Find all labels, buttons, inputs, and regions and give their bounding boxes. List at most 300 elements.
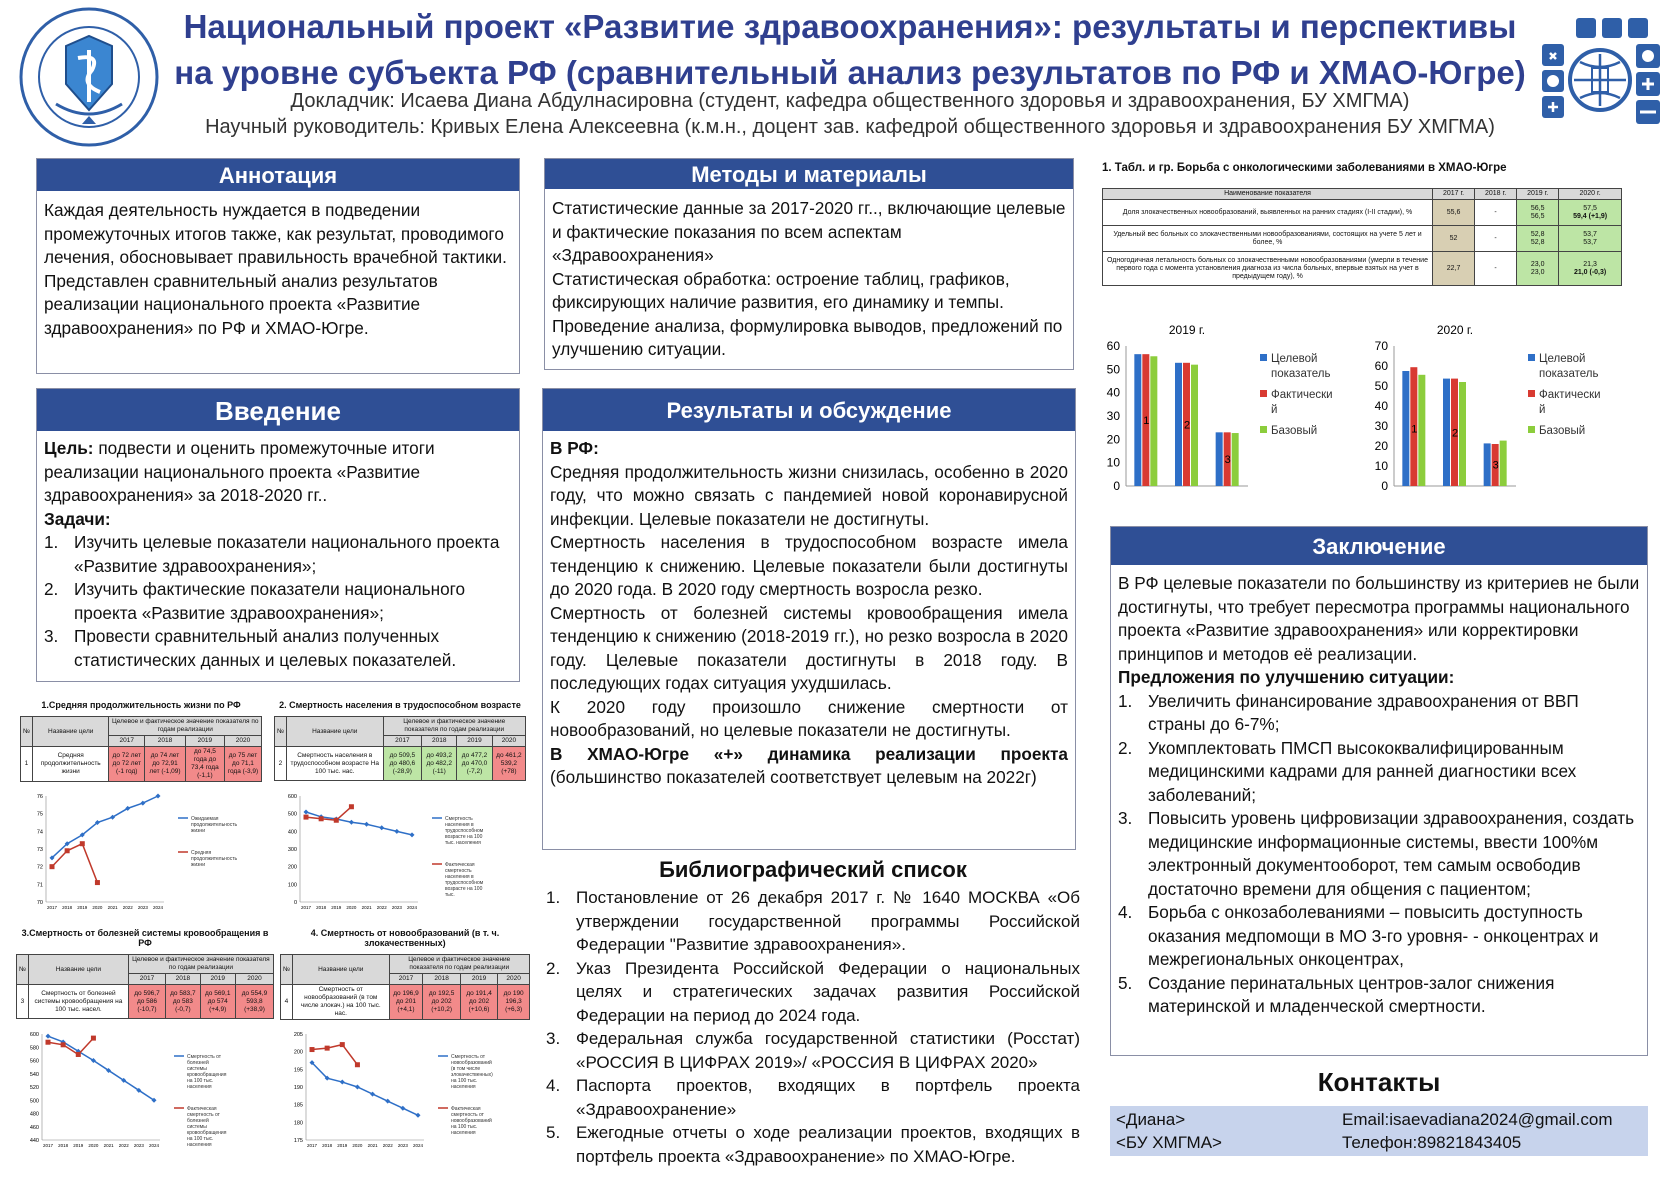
data-point [364, 822, 369, 827]
table-header-row [275, 717, 526, 736]
table-cell: до 74,5 года до 73,4 года (-1,1) [185, 747, 224, 782]
x-tick-label: 2024 [148, 1143, 160, 1148]
table-cell [1559, 252, 1622, 286]
conclusion-proposals-label: Предложения по улучшению ситуации: [1118, 667, 1455, 687]
table-header-cell: Целевое и фактическое значение показателя по годам реализации [128, 955, 273, 974]
table-header-cell: 2020 [224, 736, 261, 747]
table-cell: до 75 лет до 71,1 года (-3,9) [224, 747, 261, 782]
table-header-row [281, 955, 530, 974]
bibliography-heading: Библиографический список [659, 857, 967, 882]
y-tick-label: 200 [293, 1049, 303, 1056]
cell-value: 53,7 [1583, 238, 1597, 246]
y-tick-label: 520 [29, 1085, 39, 1091]
onco-table [1102, 188, 1622, 286]
contact-name: <Диана> [1116, 1110, 1186, 1129]
list-text: Борьба с онкозаболеваниями – повысить доступность оказания медпомощи в МО 3-го уровня- - онкоцентрах и межрегиональных онкоцентрах, [1148, 902, 1599, 969]
table-header-cell: 2018 [423, 974, 460, 985]
data-point [370, 1092, 375, 1097]
list-text: Федеральная служба государственной статистики (Росстат) «РОССИЯ В ЦИФРАХ 2019»/ «РОССИЯ В ЦИФРАХ 2020» [576, 1029, 1080, 1072]
y-tick-label: 190 [293, 1085, 303, 1091]
table-cell: до 190 196,3 (+6,3) [498, 985, 530, 1020]
x-tick-label: 2020 [88, 1143, 99, 1148]
list-item [44, 625, 512, 672]
list-item [546, 1027, 1080, 1074]
y-tick-label: 60 [1106, 339, 1120, 353]
x-tick-label: 2017 [306, 1143, 318, 1148]
table-header-cell: 2017 [128, 974, 165, 985]
table-cell: Смертность от болезней системы кровообращения на 100 тыс. насел. [28, 985, 128, 1019]
results-hmao [550, 743, 1068, 790]
annotation-section [36, 158, 520, 374]
data-point [304, 809, 309, 814]
y-tick-label: 185 [293, 1102, 303, 1109]
y-tick-label: 480 [29, 1111, 39, 1118]
table-row [1103, 252, 1622, 286]
contact-phone[interactable]: Телефон:89821843405 [1342, 1133, 1522, 1152]
table-header-cell: Наименование показателя [1103, 189, 1433, 200]
legend-label: Фактическая смертность от новообразований на 100 тыс. населения [451, 1106, 492, 1136]
title-line-2: на уровне субъекта РФ (сравнительный анализ результатов по РФ и ХМАО-Югре) [174, 54, 1526, 91]
mini-table-title: 4. Смертность от новообразований (в т. ч. злокачественных) [310, 928, 500, 948]
table-header-cell: № [21, 717, 33, 747]
x-tick-label: 2022 [382, 1143, 393, 1148]
table-cell: Смертность населения в трудоспособном возрасте На 100 тыс. нас. [286, 747, 383, 781]
list-text: Повысить уровень цифровизации здравоохранения, создать медицинские информационные системы, ввести 100%м электронный документооборот, тем самым освободив достаточно времени для общения с пациентом; [1148, 808, 1635, 899]
list-text: Создание перинатальных центров-залог снижения материнской и младенческой смертности. [1148, 972, 1555, 1016]
conclusion-body [1111, 565, 1647, 1027]
conclusion-heading: Заключение [1111, 527, 1647, 565]
bar [1216, 432, 1223, 486]
cell-value: 21,3 [1583, 260, 1597, 268]
series-line [312, 1045, 357, 1065]
x-tick-label: 2020 [352, 1143, 363, 1148]
supervisor-line: Научный руководитель: Кривых Елена Алексеевна (к.м.н., доцент зав. кафедрой общественного здоровья и здравоохранения БУ ХМГМА) [205, 116, 1495, 138]
poster-title [170, 4, 1530, 96]
table-header-cell: 2020 [235, 974, 273, 985]
bar [1459, 382, 1466, 486]
list-item [1118, 972, 1640, 1019]
y-tick-label: 600 [287, 794, 297, 800]
mini-table-4 [280, 928, 530, 1020]
y-tick-label: 500 [287, 811, 297, 818]
list-number: 3. [546, 1029, 561, 1048]
line-chart-working-age-mortality [274, 790, 526, 922]
table-header-cell: 2017 [389, 974, 423, 985]
legend-swatch [1528, 390, 1535, 397]
bar [1500, 441, 1507, 486]
results-paragraph-4: К 2020 году произошло снижение смертности от новообразований, но целевые показатели не достигнуты. [550, 696, 1068, 740]
list-item [546, 1121, 1080, 1168]
line-chart-circulatory-mortality [16, 1028, 274, 1160]
x-tick-label: 2018 [316, 905, 327, 910]
data-point [340, 1080, 345, 1085]
line-chart-life-expectancy [20, 790, 270, 922]
table-cell [1559, 200, 1622, 226]
results-paragraph-2: Смертность населения в трудоспособном возрасте имела тенденцию к снижению. Целевые показатели были достигнуты до 2020 года. В 2020 году смертность возросла резко. [550, 532, 1068, 599]
mini-table-1 [20, 700, 262, 782]
data-point [91, 1036, 96, 1041]
bar [1484, 443, 1491, 486]
table-cell: до 74 лет до 72,91 лет (-1,09) [145, 747, 186, 782]
list-item [1118, 901, 1640, 972]
table-cell: до 461,2 539,2 (+78) [492, 747, 525, 781]
conclusion-paragraph: В РФ целевые показатели по большинству из критериев не были достигнуты, что требует пересмотра программы национального проекта «Развитие здравоохранения» или корректировки принципов и методов её реализации. [1118, 573, 1640, 664]
legend-swatch [1260, 390, 1267, 397]
y-tick-label: 75 [36, 811, 43, 818]
legend-swatch [1528, 354, 1535, 361]
methods-heading: Методы и материалы [545, 159, 1073, 189]
onco-table-block [1102, 162, 1622, 286]
table-header-cell: Название цели [32, 717, 108, 747]
bar [1175, 363, 1182, 486]
table-header-cell: 2019 [460, 974, 497, 985]
x-tick-label: 2023 [133, 1143, 144, 1148]
data-point [334, 818, 339, 823]
data-point [394, 829, 399, 834]
x-tick-label: 2018 [322, 1143, 333, 1148]
table-cell: 52 [1433, 226, 1475, 252]
table-header-cell: 2017 [383, 736, 422, 747]
x-tick-label: 2024 [412, 1143, 424, 1148]
y-tick-label: 71 [36, 882, 43, 889]
x-tick-label: 2024 [152, 905, 164, 910]
table-cell [1559, 226, 1622, 252]
table-header-cell: 2018 г. [1475, 189, 1517, 200]
list-text: Паспорта проектов, входящих в портфель проекта «Здравоохранение» [576, 1076, 1080, 1119]
data-point [46, 1034, 51, 1039]
results-rf-label: В РФ: [550, 438, 599, 458]
data-point [379, 825, 384, 830]
y-tick-label: 0 [1381, 479, 1388, 493]
table-header-cell: 2018 [422, 736, 457, 747]
category-label: 2 [1451, 427, 1459, 440]
legend-swatch [1260, 354, 1267, 361]
list-number: 2. [546, 958, 561, 978]
cell-value: 56,5 [1530, 212, 1545, 220]
bibliography-list [546, 886, 1080, 1168]
mini-table-2 [274, 700, 526, 781]
legend-label: Целевой показатель [1539, 353, 1599, 380]
cell-value: 52,8 [1530, 230, 1545, 238]
category-label: 3 [1224, 454, 1231, 467]
table-cell: до 583,7 до 583 (-0,7) [166, 985, 200, 1019]
table-header-cell: 2017 [109, 736, 145, 747]
x-tick-label: 2024 [406, 905, 418, 910]
list-item [1118, 807, 1640, 901]
data-point [400, 1106, 405, 1111]
bar-chart-2019 [1096, 320, 1366, 510]
bar-chart-2020 [1364, 320, 1654, 510]
results-paragraph-3: Смертность от болезней системы кровообращения имела тенденцию к снижению (2018-2019 гг.), но резко возросла в 2020 году. Целевые показатели достигнуты в 2018 году. В последующих годах ситуация ухудшилась. [550, 602, 1068, 693]
y-tick-label: 0 [293, 900, 297, 906]
data-point [80, 841, 85, 846]
data-point [325, 1046, 330, 1051]
table-cell: до 493,2 до 482,2 (-11) [422, 747, 457, 781]
table-header-row [17, 955, 274, 974]
contacts-band [1110, 1106, 1648, 1156]
table-cell: до 596,7 до 586 (-10,7) [128, 985, 165, 1019]
data-point [319, 816, 324, 821]
category-label: 1 [1143, 415, 1150, 428]
data-point [76, 1052, 81, 1057]
table-cell: 22,7 [1433, 252, 1475, 286]
table-header-cell: Название цели [292, 955, 389, 985]
cell-value: 21,0 (-0,3) [1573, 268, 1607, 276]
table-header-cell: 2020 [492, 736, 525, 747]
academy-logo [18, 6, 160, 148]
y-tick-label: 73 [36, 847, 43, 853]
y-tick-label: 180 [293, 1120, 303, 1127]
x-tick-label: 2017 [300, 905, 312, 910]
cell-value: 53,7 [1583, 230, 1597, 238]
list-number: 2. [1118, 737, 1133, 758]
cell-value: 23,0 [1530, 260, 1545, 268]
table-cell: - [1475, 226, 1517, 252]
table-header-cell: Название цели [286, 717, 383, 747]
list-text: Изучить фактические показатели национального проекта «Развитие здравоохранения»; [74, 579, 466, 623]
table-cell: до 72 лет до 72 лет (-1 год) [109, 747, 145, 782]
cell-value: 52,8 [1530, 238, 1545, 246]
list-item [546, 957, 1080, 1028]
x-tick-label: 2023 [391, 905, 402, 910]
table-header-cell: 2019 г. [1517, 189, 1559, 200]
data-point [355, 1062, 360, 1067]
x-tick-label: 2022 [118, 1143, 129, 1148]
y-tick-label: 200 [287, 864, 297, 871]
y-tick-label: 175 [293, 1138, 303, 1144]
intro-section [36, 388, 520, 682]
table-header-cell: 2019 [185, 736, 224, 747]
y-tick-label: 50 [1374, 379, 1388, 393]
table-header-cell: 2019 [457, 736, 493, 747]
legend-label: Смертность от болезней системы кровообращения на 100 тыс. населения [187, 1054, 227, 1090]
y-tick-label: 500 [29, 1098, 39, 1105]
list-text: Указ Президента Российской Федерации о национальных целях и стратегических задачах развития Российской Федерации на период до 2024 года. [576, 958, 1080, 1025]
legend-label: Фактически й [1271, 389, 1333, 416]
x-tick-label: 2022 [122, 905, 133, 910]
list-text: Изучить целевые показатели национального проекта «Развитие здравоохранения»; [74, 532, 500, 576]
y-tick-label: 540 [29, 1071, 39, 1078]
table-row [275, 747, 526, 781]
mini-table [16, 954, 274, 1019]
line-chart-neoplasm-mortality [280, 1028, 532, 1160]
y-tick-label: 10 [1106, 455, 1120, 470]
y-tick-label: 50 [1106, 362, 1120, 377]
data-point [156, 794, 161, 799]
legend-label: Фактическая смертность населения в трудоспособном возрасте на 100 тыс. [445, 862, 484, 898]
table-row [281, 985, 530, 1020]
table-cell: 4 [281, 985, 293, 1020]
list-item [546, 1074, 1080, 1121]
y-tick-label: 60 [1374, 359, 1388, 373]
x-tick-label: 2019 [331, 905, 342, 910]
contact-email[interactable]: Email:isaevadiana2024@gmail.com [1342, 1110, 1613, 1129]
list-item [546, 886, 1080, 957]
table-cell [1517, 200, 1559, 226]
bar [1134, 354, 1141, 486]
table-header-cell: 2018 [145, 736, 186, 747]
x-tick-label: 2021 [107, 905, 118, 910]
y-tick-label: 30 [1106, 409, 1120, 423]
x-tick-label: 2018 [62, 905, 73, 910]
methods-paragraph-2: Статистическая обработка: остроение таблиц, графиков, фиксирующих наличие развития, его динамику и темпы. [552, 268, 1010, 312]
data-point [61, 1042, 66, 1047]
x-tick-label: 2020 [346, 905, 357, 910]
table-header-row [21, 717, 262, 736]
table-cell: 1 [21, 747, 33, 782]
table-cell: Удельный вес больных со злокачественными новообразованиями, состоящих на учете 5 лет и более, % [1103, 226, 1433, 252]
cell-value: 59,4 (+1,9) [1573, 212, 1608, 220]
intro-goal-label: Цель: [44, 438, 94, 458]
y-tick-label: 72 [36, 864, 43, 871]
data-point [340, 1042, 345, 1047]
healthcare-icons-logo [1536, 14, 1666, 134]
list-item [44, 578, 512, 625]
data-point [65, 848, 70, 853]
x-tick-label: 2019 [337, 1143, 348, 1148]
annotation-body [37, 191, 519, 348]
x-tick-label: 2023 [137, 905, 148, 910]
table-cell: - [1475, 200, 1517, 226]
table-header-cell: 2019 [200, 974, 235, 985]
table-header-cell: Целевое и фактическое значение показателя по годам реализации [383, 717, 525, 736]
data-point [416, 1113, 421, 1118]
data-point [310, 1047, 315, 1052]
table-header-cell: 2017 г. [1433, 189, 1475, 200]
bar [1402, 371, 1409, 486]
y-tick-label: 300 [287, 847, 297, 853]
x-tick-label: 2021 [103, 1143, 114, 1148]
legend-label: Смертность от новообразований (в том числе злокачественных) на 100 тыс. населения [451, 1054, 493, 1090]
table-cell [1517, 226, 1559, 252]
mini-table-title: 3.Смертность от болезней системы кровообращения в РФ [21, 928, 269, 948]
table-header-cell: 2018 [166, 974, 200, 985]
x-tick-label: 2018 [58, 1143, 69, 1148]
contacts-row-1 [1116, 1108, 1642, 1131]
x-tick-label: 2020 [92, 905, 103, 910]
legend-label: Целевой показатель [1271, 353, 1331, 380]
legend-label: Средняя продолжительность жизни [191, 850, 238, 868]
y-tick-label: 440 [29, 1138, 39, 1144]
table-cell: 55,6 [1433, 200, 1475, 226]
x-tick-label: 2019 [73, 1143, 84, 1148]
legend-swatch [1260, 426, 1267, 433]
y-tick-label: 0 [1113, 479, 1120, 493]
y-tick-label: 76 [36, 794, 43, 800]
y-tick-label: 400 [287, 829, 297, 836]
intro-body [37, 431, 519, 680]
list-number: 5. [546, 1123, 561, 1142]
y-tick-label: 30 [1374, 419, 1388, 433]
table-cell: Доля злокачественных новообразований, выявленных на ранних стадиях (I-II стадии), % [1103, 200, 1433, 226]
cell-value: 23,0 [1530, 268, 1545, 276]
contact-org: <БУ ХМГМА> [1116, 1133, 1222, 1152]
bar [1232, 433, 1239, 486]
y-tick-label: 20 [1374, 439, 1388, 453]
legend-label: Базовый [1539, 425, 1586, 437]
table-cell: 3 [17, 985, 29, 1019]
list-number: 5. [1118, 972, 1133, 993]
results-heading: Результаты и обсуждение [543, 389, 1075, 431]
table-cell: до 192,5 до 202 (+10,2) [423, 985, 460, 1020]
data-point [50, 864, 55, 869]
table-cell: до 196,9 до 201 (+4,1) [389, 985, 423, 1020]
y-tick-label: 10 [1374, 459, 1388, 473]
table-cell: Смертность от новообразований (в том числе злокач.) на 100 тыс. нас. [292, 985, 389, 1020]
y-tick-label: 100 [287, 882, 297, 889]
methods-body [545, 189, 1073, 370]
list-number: 3. [1118, 808, 1133, 828]
y-tick-label: 74 [36, 829, 43, 836]
list-number: 2. [44, 579, 59, 599]
table-cell: 2 [275, 747, 287, 781]
data-point [385, 1099, 390, 1104]
category-label: 3 [1492, 459, 1499, 472]
y-tick-label: 20 [1106, 432, 1120, 447]
mini-table-3 [16, 928, 274, 1019]
y-tick-label: 40 [1374, 399, 1388, 413]
data-point [46, 1040, 51, 1045]
x-tick-label: 2017 [42, 1143, 54, 1148]
cell-value: 56,5 [1530, 204, 1545, 212]
mini-table [274, 716, 526, 781]
y-tick-label: 205 [293, 1032, 303, 1038]
list-number: 3. [44, 626, 59, 646]
legend-label: Фактическая смертность от болезней системы кровообращения на 100 тыс. населения [187, 1106, 227, 1148]
table-header-cell: Название цели [28, 955, 128, 985]
intro-heading: Введение [37, 389, 519, 431]
table-cell: Одногодичная летальность больных со злокачественными новообразованиями (умерли в течение первого года с момента установления диагноза из числа больных, впервые взятых на учет в предыдущем году), % [1103, 252, 1433, 286]
results-paragraph-1: Средняя продолжительность жизни снизилась, особенно в 2020 году, что можно связать с пандемией новой коронавирусной инфекции. Целевые показатели не достигнуты. [550, 461, 1068, 529]
list-number: 1. [546, 888, 561, 907]
list-item [1118, 737, 1640, 808]
table-row [1103, 226, 1622, 252]
bar [1191, 365, 1198, 486]
table-header-cell: 2020 г. [1559, 189, 1622, 200]
chart-title: 2019 г. [1168, 323, 1206, 337]
y-tick-label: 70 [1374, 339, 1388, 353]
list-item [44, 531, 512, 578]
results-hmao-text: (большинство показателей соответствует целевым на 2022г) [550, 767, 1037, 787]
y-tick-label: 460 [29, 1124, 39, 1131]
table-cell: до 554,9 593,8 (+38,9) [235, 985, 273, 1019]
table-row [21, 747, 262, 782]
conclusion-list [1118, 690, 1640, 1019]
x-tick-label: 2021 [367, 1143, 378, 1148]
list-number: 4. [546, 1076, 561, 1095]
table-header-cell: № [275, 717, 287, 747]
data-point [410, 832, 415, 837]
category-label: 1 [1411, 423, 1418, 436]
conclusion-section [1110, 526, 1648, 1056]
table-cell: Средняя продолжительность жизни [32, 747, 108, 782]
data-point [349, 820, 354, 825]
methods-paragraph-1: Статистические данные за 2017-2020 гг.., включающие целевые и фактические показания по всем аспектам «Здравоохранения» [552, 198, 1066, 265]
mini-table [20, 716, 262, 782]
bar [1443, 379, 1450, 486]
legend-swatch [1528, 426, 1535, 433]
intro-goal-text: подвести и оценить промежуточные итоги реализации национального проекта «Развитие здравоохранения» за 2018-2020 гг.. [44, 438, 435, 505]
data-point [349, 804, 354, 809]
bibliography-section [546, 854, 1080, 1168]
contacts-heading: Контакты [1317, 1067, 1441, 1097]
data-point [140, 801, 145, 806]
list-number: 1. [44, 532, 59, 552]
table-cell: до 509,5 до 480,6 (-28,9) [383, 747, 422, 781]
annotation-heading: Аннотация [37, 159, 519, 191]
data-point [95, 880, 100, 885]
x-tick-label: 2017 [46, 905, 58, 910]
